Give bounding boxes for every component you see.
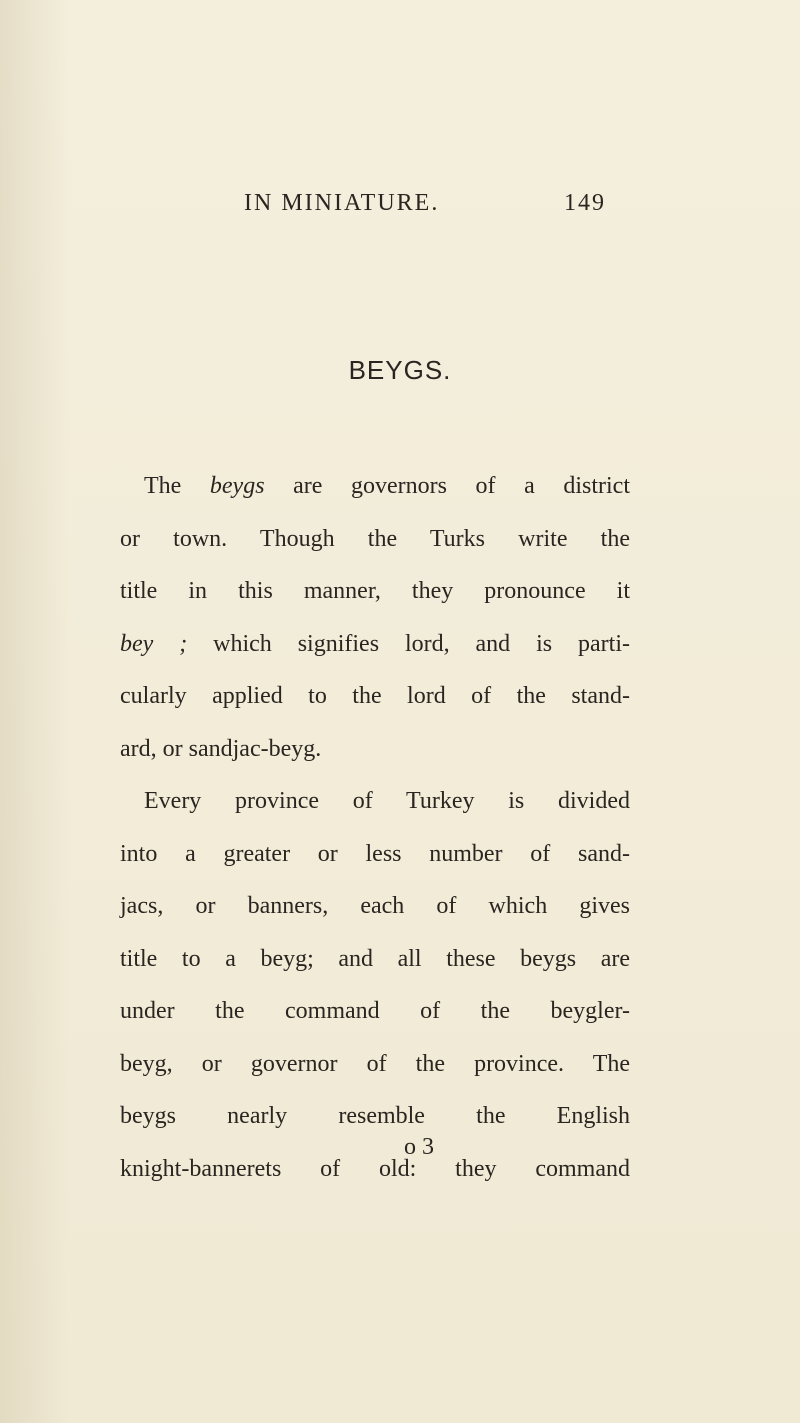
paragraph-2-line-8: knight-bannerets of old: they command xyxy=(120,1155,630,1182)
paragraph-2-line-3: jacs, or banners, each of which gives xyxy=(120,893,630,919)
paragraph-1-line-6: ard, or sandjac-beyg. xyxy=(120,735,322,762)
page-number: 149 xyxy=(564,190,606,216)
running-head xyxy=(0,190,800,230)
paragraph-1-line-1: The beygs are governors of a district xyxy=(144,473,630,499)
paragraph-1-line-2: or town. Though the Turks write the xyxy=(120,525,630,552)
paragraph-1-line-3: title in this manner, they pronounce it xyxy=(120,578,630,604)
paragraph-2-line-2: into a greater or less number of sand- xyxy=(120,840,630,867)
signature-mark: o 3 xyxy=(404,1134,434,1160)
paragraph-2-line-7: beygs nearly resemble the English xyxy=(120,1103,630,1129)
body-text xyxy=(120,460,630,1195)
italic-term: beygs xyxy=(209,473,265,499)
paragraph-2-line-1: Every province of Turkey is divided xyxy=(144,788,630,814)
paragraph-2-line-6: beyg, or governor of the province. The xyxy=(120,1050,630,1077)
paragraph-2-line-4: title to a beyg; and all these beygs are xyxy=(120,945,630,972)
paragraph-1-line-5: cularly applied to the lord of the stand- xyxy=(120,683,630,709)
paragraph-2-line-5: under the command of the beygler- xyxy=(120,998,630,1024)
section-heading: BEYGS. xyxy=(348,355,452,385)
paragraph-1-line-4: bey ; which signifies lord, and is parti- xyxy=(120,630,630,657)
italic-term: bey ; xyxy=(120,630,188,657)
running-title: IN MINIATURE. xyxy=(244,190,440,216)
